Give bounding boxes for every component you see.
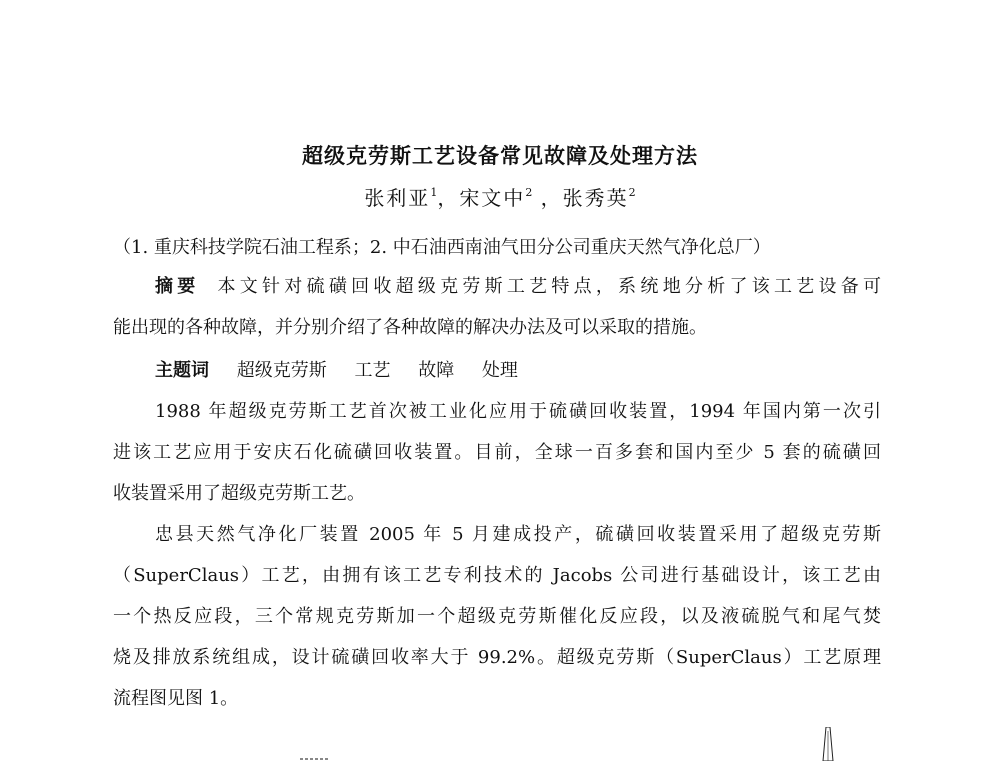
figure-label-fragment (300, 755, 330, 761)
author-affil-mark: 1 (430, 186, 438, 199)
body-line: 进该工艺应用于安庆石化硫磺回收装置。目前，全球一百多套和国内至少 5 套的硫磺回 (113, 442, 881, 463)
author-affil-mark: 2 (628, 186, 636, 199)
author-affil-mark: 2 (525, 186, 533, 199)
figure-chimney-fragment (822, 727, 834, 761)
paper-title: 超级克劳斯工艺设备常见故障及处理方法 (302, 144, 698, 168)
abstract-text: 本文针对硫磺回收超级克劳斯工艺特点，系统地分析了该工艺设备可 (217, 276, 882, 297)
author-name: 宋文中 (459, 186, 526, 210)
keyword: 超级克劳斯 (236, 360, 327, 381)
author-name: 张利亚 (364, 186, 431, 210)
keywords (155, 356, 540, 382)
author-name: 张秀英 (562, 186, 629, 210)
body-line: 1988 年超级克劳斯工艺首次被工业化应用于硫磺回收装置，1994 年国内第一次引 (155, 401, 881, 422)
body-line: 忠县天然气净化厂装置 2005 年 5 月建成投产，硫磺回收装置采用了超级克劳斯 (155, 524, 881, 545)
body-line: 烧及排放系统组成，设计硫磺回收率大于 99.2%。超级克劳斯（SuperClaus）工艺原理 (113, 647, 881, 668)
body-line: （SuperClaus）工艺，由拥有该工艺专利技术的 Jacobs 公司进行基础设计，该工艺由 (113, 565, 881, 586)
body-line: 流程图见图 1。 (113, 688, 239, 709)
keywords-label: 主题词 (155, 360, 209, 381)
abstract-label: 摘要 (155, 276, 200, 297)
author-separator: ， (437, 186, 460, 210)
author-list (0, 182, 1000, 211)
abstract-line (155, 272, 881, 298)
body-line: 一个热反应段，三个常规克劳斯加一个超级克劳斯催化反应段，以及液硫脱气和尾气焚 (113, 606, 881, 627)
affiliation: （1. 重庆科技学院石油工程系；2. 中石油西南油气田分公司重庆天然气净化总厂） (113, 237, 771, 258)
keyword: 故障 (418, 360, 455, 381)
abstract-line: 能出现的各种故障，并分别介绍了各种故障的解决办法及可以采取的措施。 (113, 317, 707, 338)
body-line: 收装置采用了超级克劳斯工艺。 (113, 483, 365, 504)
keyword: 处理 (481, 360, 518, 381)
keyword: 工艺 (354, 360, 391, 381)
author-separator: ， (540, 186, 563, 210)
